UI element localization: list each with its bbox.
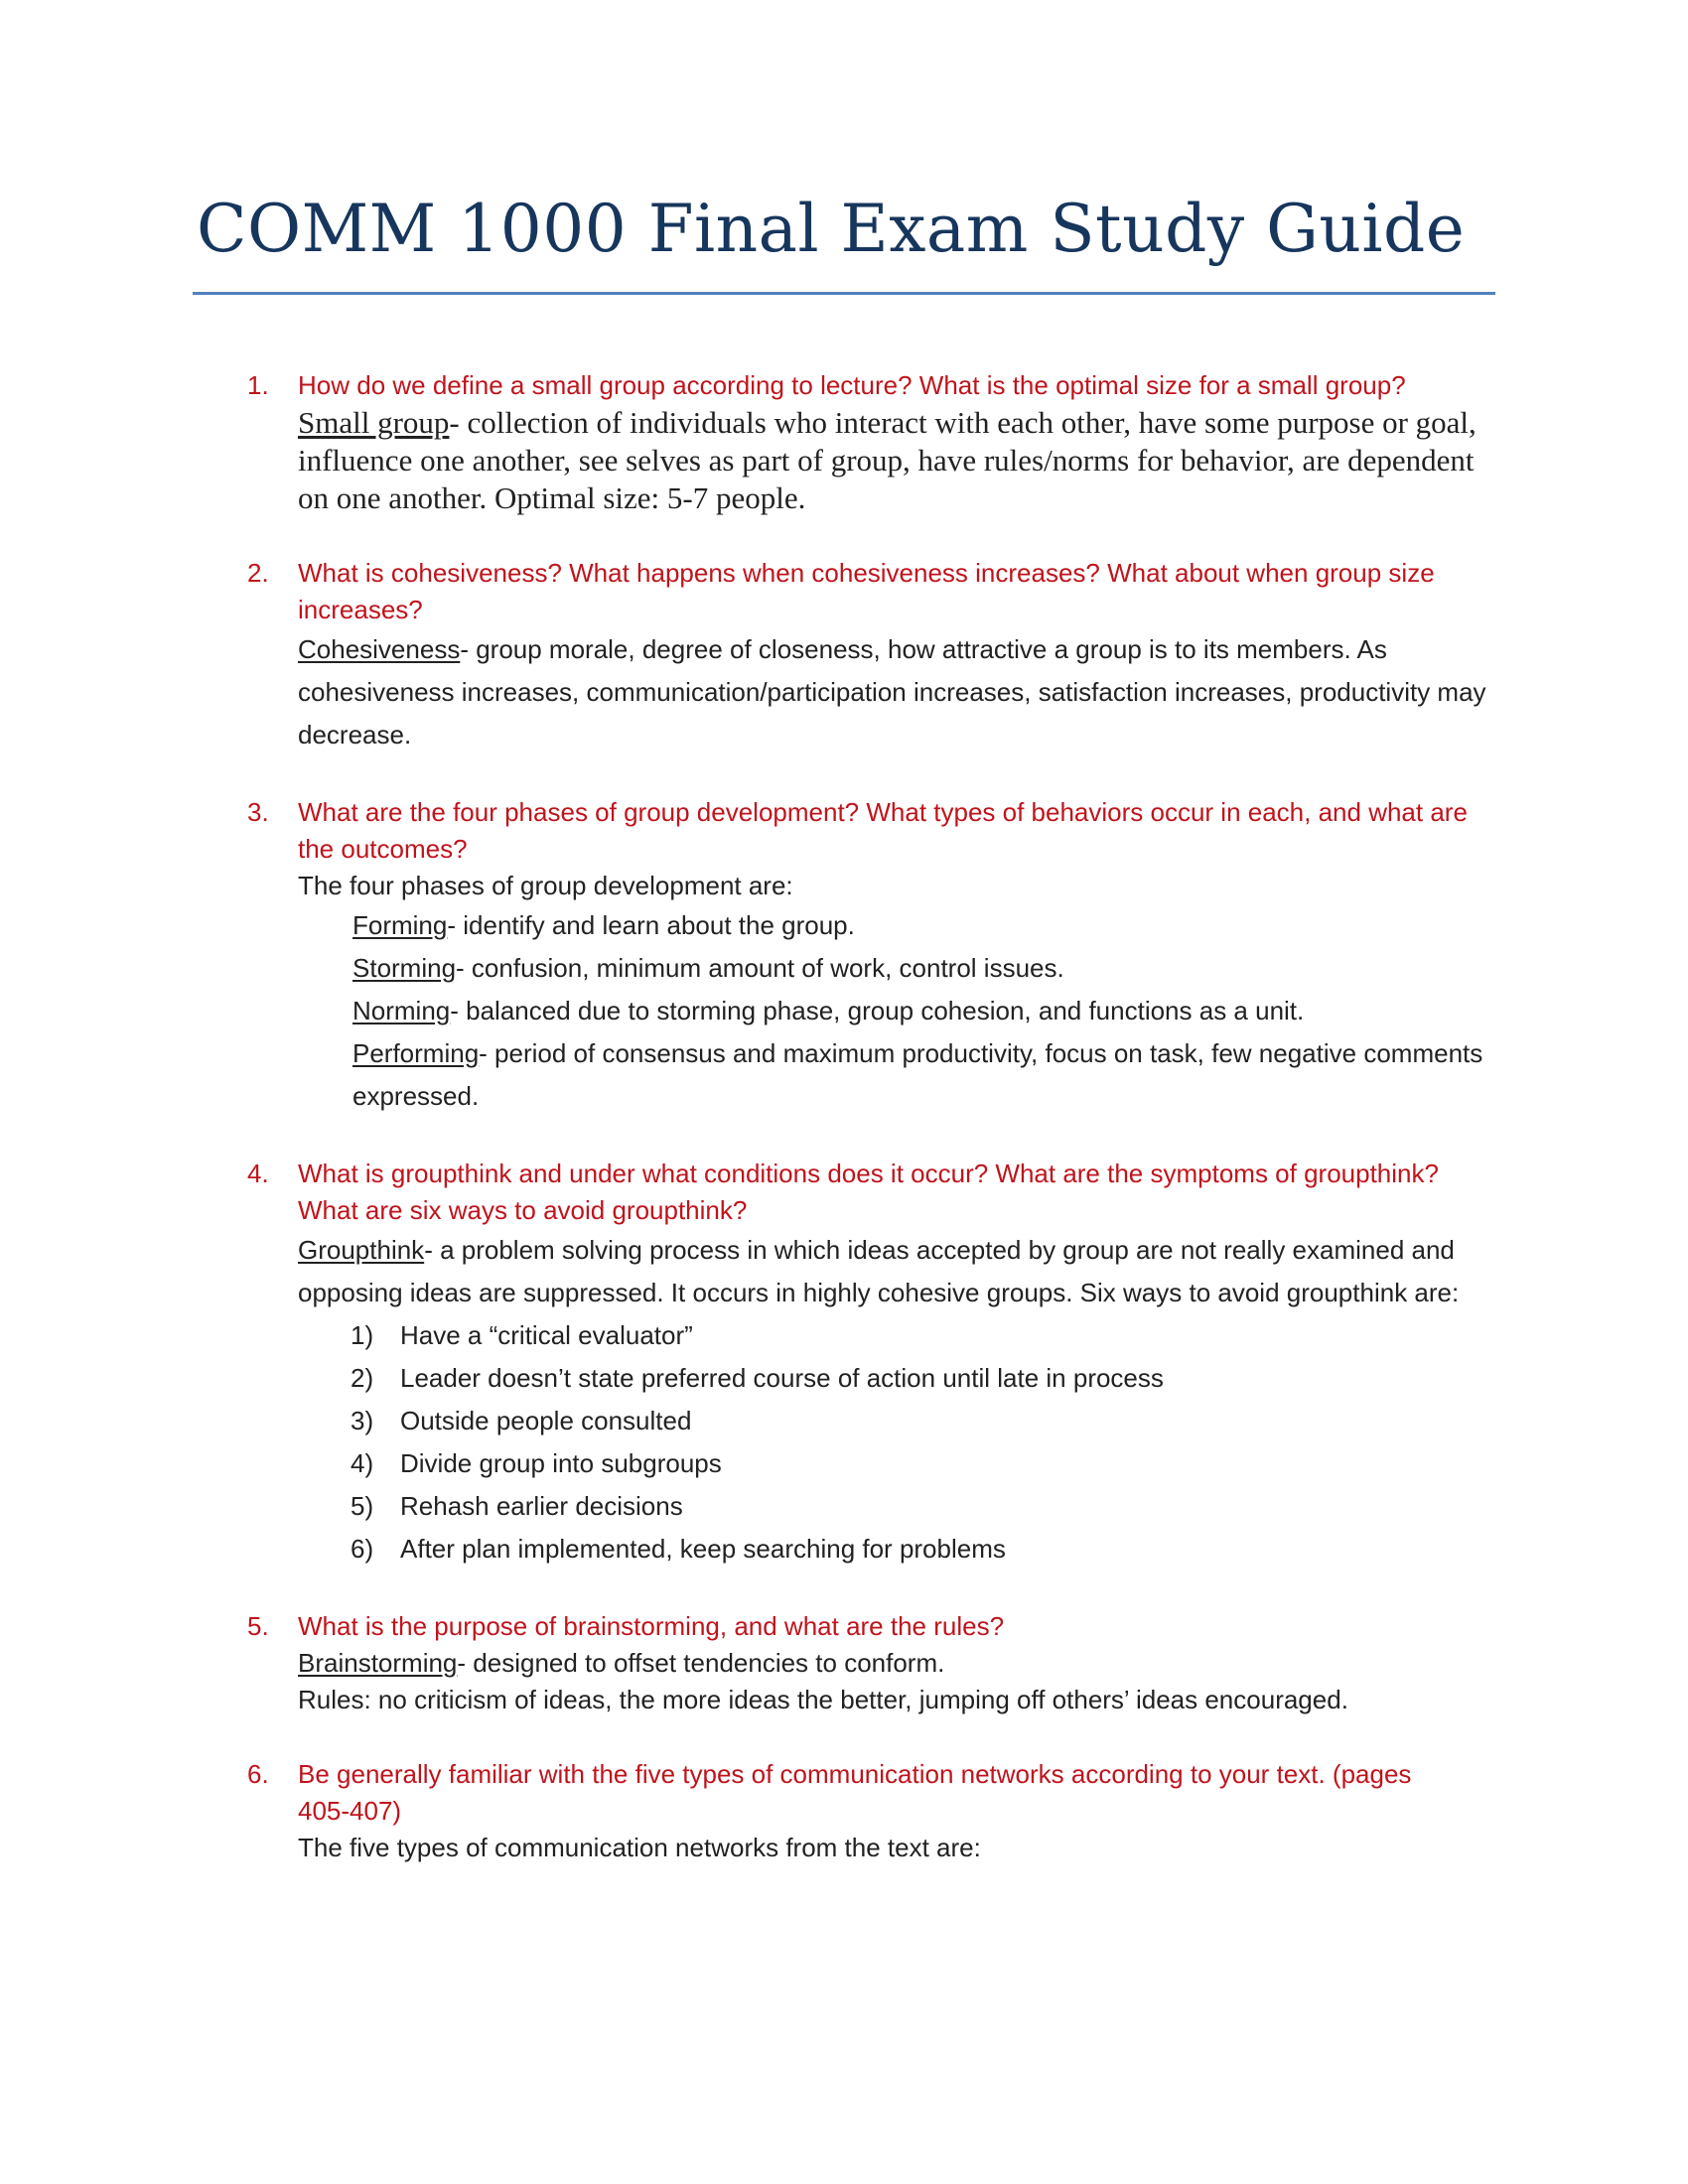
phase-term: Storming <box>352 953 457 983</box>
ways-list <box>298 1314 1499 1570</box>
question-number: 2. <box>247 558 269 588</box>
page-title: COMM 1000 Final Exam Study Guide <box>197 191 1466 267</box>
question-text: How do we define a small group according to lecture? What is the optimal size for a small group? <box>298 370 1406 400</box>
list-item-number: 5) <box>351 1491 374 1521</box>
question-item <box>0 794 1688 1118</box>
answer-definition: - designed to offset tendencies to conform. <box>457 1648 945 1678</box>
answer-definition: - collection of individuals who interact with each other, have some purpose or goal, influence one another, see selves as part of group, have rules/norms for behavior, are dependent on one another. Optimal size: 5-7 people. <box>298 405 1477 515</box>
answer-text <box>298 404 1499 517</box>
question-number: 3. <box>247 797 269 827</box>
list-item <box>351 1485 1499 1528</box>
list-item <box>351 1400 1499 1442</box>
phase-text: - balanced due to storming phase, group cohesion, and functions as a unit. <box>450 996 1305 1025</box>
answer-text <box>298 1229 1499 1314</box>
list-item-number: 6) <box>351 1534 374 1564</box>
question-item <box>0 1608 1688 1718</box>
list-item-text: Outside people consulted <box>400 1406 692 1435</box>
question-number: 5. <box>247 1611 269 1641</box>
question-text: Be generally familiar with the five types of communication networks according to your text. (pages 405-407) <box>298 1759 1412 1826</box>
question-item <box>0 1756 1688 1866</box>
answer-intro: The five types of communication networks from the text are: <box>298 1833 981 1862</box>
phase-list <box>298 904 1499 1118</box>
question-number: 1. <box>247 370 269 400</box>
list-item-number: 1) <box>351 1320 374 1350</box>
question-number: 4. <box>247 1159 269 1188</box>
list-item-number: 3) <box>351 1406 374 1435</box>
question-item <box>0 367 1688 517</box>
answer-term: Small group <box>298 405 450 440</box>
phase-term: Forming <box>352 910 448 940</box>
phase-item <box>352 990 1499 1032</box>
phase-item <box>352 947 1499 990</box>
list-item-number: 4) <box>351 1448 374 1478</box>
answer-intro: The four phases of group development are: <box>298 871 793 900</box>
list-item <box>351 1357 1499 1400</box>
phase-item <box>352 904 1499 947</box>
answer-term: Groupthink <box>298 1235 425 1265</box>
question-text: What is cohesiveness? What happens when cohesiveness increases? What about when group size increases? <box>298 558 1435 624</box>
answer-term: Cohesiveness <box>298 634 461 664</box>
list-item <box>351 1314 1499 1357</box>
list-item-text: Rehash earlier decisions <box>400 1491 683 1521</box>
list-item-number: 2) <box>351 1363 374 1393</box>
list-item <box>351 1442 1499 1485</box>
phase-text: - period of consensus and maximum productivity, focus on task, few negative comments expressed. <box>352 1038 1483 1111</box>
question-item <box>0 555 1688 756</box>
phase-item <box>352 1032 1499 1118</box>
answer-rules: Rules: no criticism of ideas, the more ideas the better, jumping off others’ ideas encouraged. <box>298 1685 1348 1714</box>
list-item-text: Leader doesn’t state preferred course of action until late in process <box>400 1363 1164 1393</box>
question-text: What is the purpose of brainstorming, and what are the rules? <box>298 1611 1005 1641</box>
answer-definition: - a problem solving process in which ideas accepted by group are not really examined and opposing ideas are suppressed. It occurs in highly cohesive groups. Six ways to avoid groupthink are: <box>298 1235 1460 1307</box>
question-text: What are the four phases of group development? What types of behaviors occur in each, and what are the outcomes? <box>298 797 1468 864</box>
answer-text <box>298 628 1499 756</box>
phase-text: - confusion, minimum amount of work, control issues. <box>456 953 1064 983</box>
list-item-text: After plan implemented, keep searching for problems <box>400 1534 1006 1564</box>
list-item-text: Divide group into subgroups <box>400 1448 722 1478</box>
answer-text <box>298 1645 1499 1682</box>
question-item <box>0 1156 1688 1570</box>
phase-term: Performing <box>352 1038 480 1068</box>
phase-text: - identify and learn about the group. <box>447 910 855 940</box>
title-underline-rule <box>193 292 1495 295</box>
list-item <box>351 1528 1499 1570</box>
question-list <box>0 367 1688 1904</box>
list-item-text: Have a “critical evaluator” <box>400 1320 693 1350</box>
answer-term: Brainstorming <box>298 1648 458 1678</box>
answer-definition: - group morale, degree of closeness, how attractive a group is to its members. As cohesiveness increases, communication/participation increases, satisfaction increases, productivity may decrease. <box>298 634 1486 750</box>
phase-term: Norming <box>352 996 451 1025</box>
question-text: What is groupthink and under what conditions does it occur? What are the symptoms of groupthink? What are six ways to avoid groupthink? <box>298 1159 1439 1225</box>
question-number: 6. <box>247 1759 269 1789</box>
